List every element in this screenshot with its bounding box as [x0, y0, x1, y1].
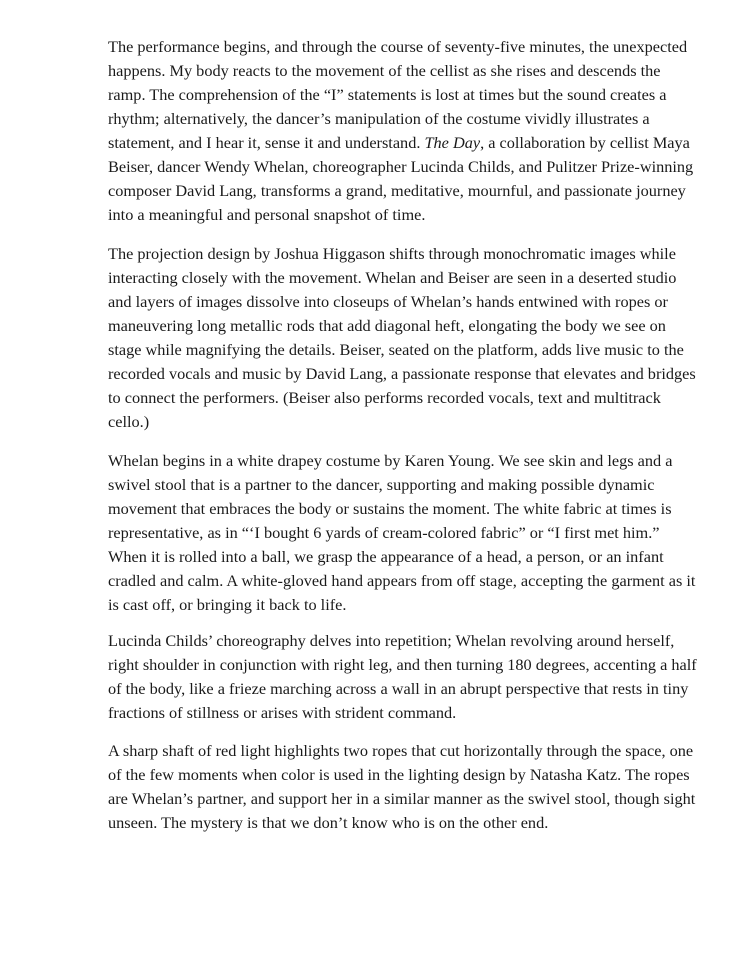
- paragraph-1-text-a: The performance begins, and through the course of seventy-five minutes, the unexpected happens. My body reacts to the movement of the cellist as she rises and descends the ramp. The comprehension of the “I” statements is lost at times but the sound creates a rhythm; alternatively, the dancer’s manipulation of the costume vividly illustrates a statement, and I hear it, sense it and understand.: [108, 37, 688, 152]
- paragraph-1: [108, 35, 698, 227]
- paragraph-3: Whelan begins in a white drapey costume by Karen Young. We see skin and legs and a swivel stool that is a partner to the dancer, supporting and making possible dynamic movement that embraces the body or sustains the moment. The white fabric at times is representative, as in “‘I bought 6 yards of cream-colored fabric” or “I first met him.” When it is rolled into a ball, we grasp the appearance of a head, a person, or an infant cradled and calm. A white-gloved hand appears from off stage, accepting the garment as it is cast off, or bringing it back to life.: [108, 451, 696, 614]
- paragraph-1-text-b: , a collaboration by cellist Maya Beiser, dancer Wendy Whelan, choreographer Lucinda Childs, and Pulitzer Prize-winning composer David Lang, transforms a grand, meditative, mournful, and passionate journey into a meaningful and personal snapshot of time.: [108, 133, 694, 224]
- show-title: The Day: [424, 133, 481, 152]
- paragraph-4: Lucinda Childs’ choreography delves into repetition; Whelan revolving around herself, right shoulder in conjunction with right leg, and then turning 180 degrees, accenting a half of the body, like a frieze marching across a wall in an abrupt perspective that rests in tiny fractions of stillness or arises with strident command.: [108, 631, 697, 722]
- paragraph-2: The projection design by Joshua Higgason shifts through monochromatic images while interacting closely with the movement. Whelan and Beiser are seen in a deserted studio and layers of images dissolve into closeups of Whelan’s hands entwined with ropes or maneuvering long metallic rods that add diagonal heft, elongating the body we see on stage while magnifying the details. Beiser, seated on the platform, adds live music to the recorded vocals and music by David Lang, a passionate response that elevates and bridges to connect the performers. (Beiser also performs recorded vocals, text and multitrack cello.): [108, 244, 696, 431]
- article-body: [108, 35, 698, 850]
- paragraph-5: A sharp shaft of red light highlights two ropes that cut horizontally through the space, one of the few moments when color is used in the lighting design by Natasha Katz. The ropes are Whelan’s partner, and support her in a similar manner as the swivel stool, though sight unseen. The mystery is that we don’t know who is on the other end.: [108, 741, 696, 832]
